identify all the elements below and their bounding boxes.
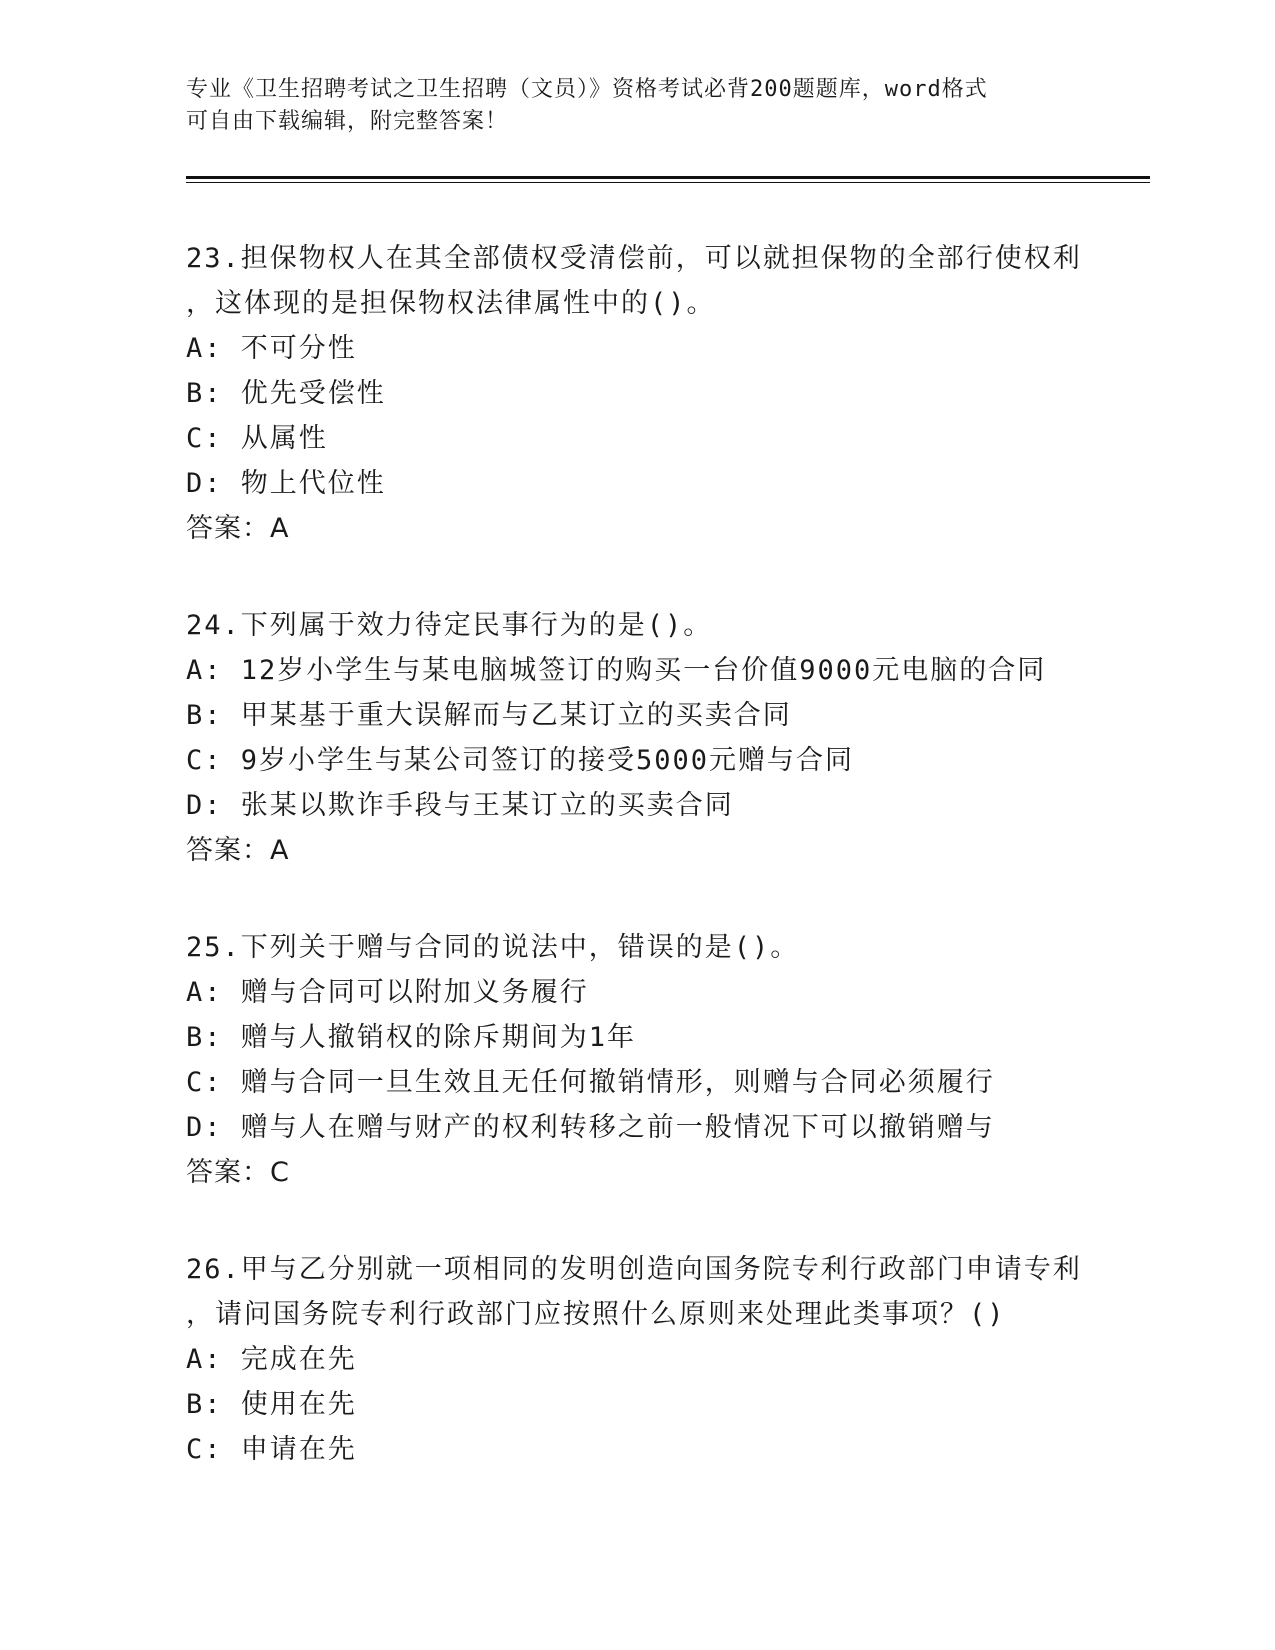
option-a: A: 不可分性	[186, 333, 357, 364]
option-a: A: 12岁小学生与某电脑城签订的购买一台价值9000元电脑的合同	[186, 655, 1047, 686]
option-d: D: 赠与人在赠与财产的权利转移之前一般情况下可以撤销赠与	[186, 1112, 995, 1143]
question-text: 23.担保物权人在其全部债权受清偿前，可以就担保物的全部行使权利	[186, 243, 1082, 274]
question-text: 26.甲与乙分别就一项相同的发明创造向国务院专利行政部门申请专利	[186, 1254, 1082, 1285]
option-c: C: 申请在先	[186, 1434, 357, 1465]
header-line-1: 专业《卫生招聘考试之卫生招聘（文员）》资格考试必背200题题库，word格式	[186, 77, 988, 102]
question-24	[186, 603, 1126, 873]
option-b: B: 使用在先	[186, 1389, 357, 1420]
option-d: D: 张某以欺诈手段与王某订立的买卖合同	[186, 790, 734, 821]
option-d: D: 物上代位性	[186, 468, 386, 499]
answer: 答案：A	[186, 835, 290, 866]
option-b: B: 优先受偿性	[186, 378, 386, 409]
question-list	[186, 236, 1126, 1524]
document-header	[186, 74, 1066, 138]
question-26	[186, 1247, 1126, 1472]
answer: 答案：A	[186, 513, 290, 544]
header-divider-thick	[186, 176, 1150, 179]
header-line-2: 可自由下载编辑，附完整答案！	[186, 109, 509, 134]
option-b: B: 甲某基于重大误解而与乙某订立的买卖合同	[186, 700, 792, 731]
question-text-continued: ，这体现的是担保物权法律属性中的()。	[186, 288, 716, 319]
option-b: B: 赠与人撤销权的除斥期间为1年	[186, 1022, 637, 1053]
option-a: A: 赠与合同可以附加义务履行	[186, 977, 589, 1008]
header-divider-thin	[186, 182, 1150, 183]
answer: 答案：C	[186, 1157, 290, 1188]
question-23	[186, 236, 1126, 551]
question-25	[186, 925, 1126, 1195]
option-c: C: 从属性	[186, 423, 328, 454]
option-c: C: 赠与合同一旦生效且无任何撤销情形，则赠与合同必须履行	[186, 1067, 995, 1098]
option-c: C: 9岁小学生与某公司签订的接受5000元赠与合同	[186, 745, 855, 776]
question-text-continued: ，请问国务院专利行政部门应按照什么原则来处理此类事项？()	[186, 1299, 1006, 1330]
question-text: 25.下列关于赠与合同的说法中，错误的是()。	[186, 932, 800, 963]
option-a: A: 完成在先	[186, 1344, 357, 1375]
question-text: 24.下列属于效力待定民事行为的是()。	[186, 610, 713, 641]
